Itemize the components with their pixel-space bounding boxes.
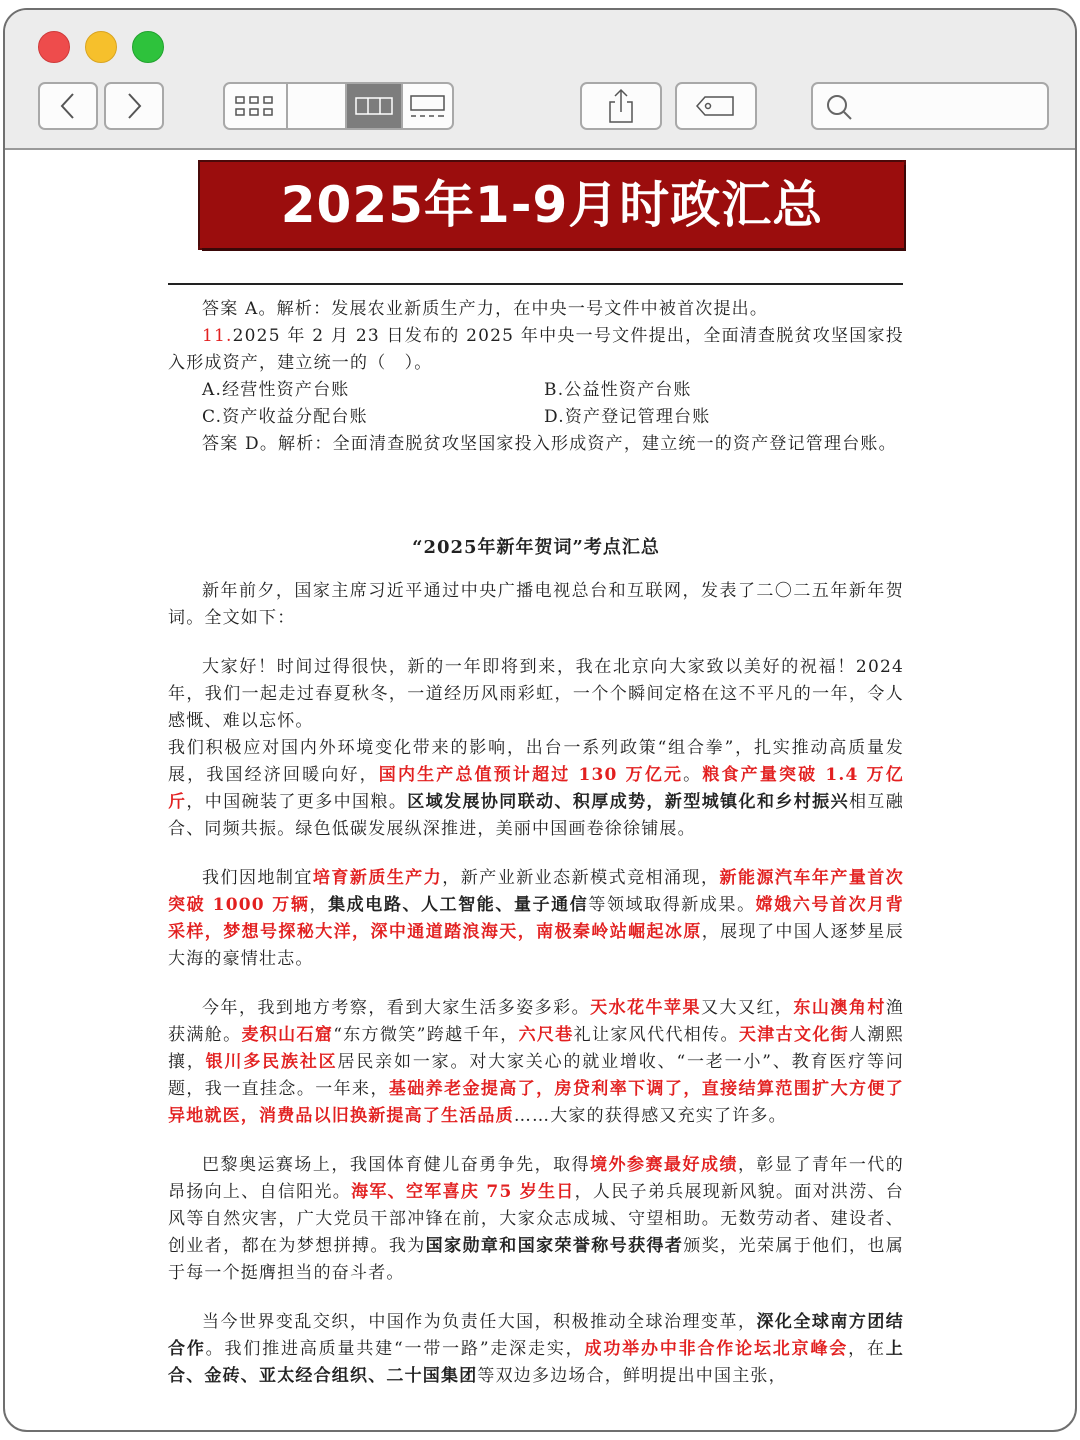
- grid-view-button[interactable]: [225, 84, 288, 128]
- back-button[interactable]: [38, 82, 98, 130]
- question-number: 11.: [202, 326, 233, 346]
- view-mode-control: [223, 82, 454, 130]
- quiz-section: [168, 296, 904, 458]
- search-field[interactable]: [811, 82, 1049, 130]
- toolbar: [5, 10, 1075, 150]
- paragraph-3: 我们因地制宜培育新质生产力，新产业新业态新模式竞相涌现，新能源汽车年产量首次突破 1000 万辆，集成电路、人工智能、量子通信等领域取得新成果。嫦娥六号首次月背采样，梦想号探秘大洋，深中通道踏浪海天，南极秦岭站崛起冰原，展现了中国人逐梦星辰大海的豪情壮志。: [168, 868, 905, 969]
- browser-window: [3, 8, 1077, 1432]
- question-11: [168, 323, 904, 377]
- share-button[interactable]: [580, 82, 662, 130]
- close-window-button[interactable]: [38, 31, 70, 63]
- paragraph-6: 当今世界变乱交织，中国作为负责任大国，积极推动全球治理变革，深化全球南方团结合作。我们推进高质量共建“一带一路”走深走实，成功举办中非合作论坛北京峰会，在上合、金砖、亚太经合组织、二十国集团等双边多边场合，鲜明提出中国主张，: [168, 1312, 905, 1386]
- banner-title: 2025年1-9月时政汇总: [280, 176, 824, 234]
- paragraph-2: 我们积极应对国内外环境变化带来的影响，出台一系列政策“组合拳”，扎实推动高质量发展，我国经济回暖向好，国内生产总值预计超过 130 万亿元。粮食产量突破 1.4 万亿斤，中国碗装了更多中国粮。区域发展协同联动、积厚成势，新型城镇化和乡村振兴相互融合、同频共振。绿色低碳发展纵深推进，美丽中国画卷徐徐铺展。: [168, 738, 905, 839]
- divider: [168, 283, 903, 285]
- gallery-view-button[interactable]: [403, 84, 452, 128]
- forward-button[interactable]: [104, 82, 164, 130]
- list-view-button[interactable]: [288, 84, 347, 128]
- previous-answer: 答案 A。解析：发展农业新质生产力，在中央一号文件中被首次提出。: [202, 299, 769, 319]
- options-row-2: [168, 404, 904, 431]
- chevron-left-icon: [40, 84, 96, 128]
- column-view-button[interactable]: [347, 84, 403, 128]
- tag-button[interactable]: [675, 82, 757, 130]
- paragraph-4: 今年，我到地方考察，看到大家生活多姿多彩。天水花牛苹果又大又红，东山澳角村渔获满舱。麦积山石窟“东方微笑”跨越千年，六尺巷礼让家风代代相传。天津古文化街人潮熙攘，银川多民族社区居民亲如一家。对大家关心的就业增收、“一老一小”、教育医疗等问题，我一直挂念。一年来，基础养老金提高了，房贷利率下调了，直接结算范围扩大方便了异地就医，消费品以旧换新提高了生活品质……大家的获得感又充实了许多。: [168, 998, 905, 1126]
- grid-icon: [225, 84, 286, 128]
- columns-icon: [347, 84, 401, 128]
- tag-icon: [677, 84, 755, 128]
- options-row-1: [168, 377, 904, 404]
- section-heading: [168, 516, 904, 579]
- search-icon: [813, 84, 857, 128]
- section-title: “2025年新年贺词”考点汇总: [412, 537, 660, 558]
- answer: 答案 D。解析：全面清查脱贫攻坚国家投入形成资产，建立统一的资产登记管理台账。: [202, 434, 897, 454]
- paragraph-5: 巴黎奥运赛场上，我国体育健儿奋勇争先，取得境外参赛最好成绩，彰显了青年一代的昂扬向上、自信阳光。海军、空军喜庆 75 岁生日，人民子弟兵展现新风貌。面对洪涝、台风等自然灾害，广大党员干部冲锋在前，大家众志成城、守望相助。无数劳动者、建设者、创业者，都在为梦想拼搏。我为国家勋章和国家荣誉称号获得者颁奖，光荣属于他们，也属于每一个挺膺担当的奋斗者。: [168, 1155, 905, 1283]
- speech-body: [168, 578, 904, 1390]
- option-c: C.资产收益分配台账: [202, 407, 368, 427]
- gallery-icon: [403, 84, 452, 128]
- maximize-window-button[interactable]: [132, 31, 164, 63]
- title-banner: [200, 162, 904, 248]
- paragraph-1: 大家好！时间过得很快，新的一年即将到来，我在北京向大家致以美好的祝福！2024 年，我们一起走过春夏秋冬，一道经历风雨彩虹，一个个瞬间定格在这不平凡的一年，令人感慨、难以忘怀。: [168, 657, 904, 731]
- option-a: A.经营性资产台账: [202, 380, 350, 400]
- option-b: B.公益性资产台账: [544, 380, 692, 400]
- document-page: [5, 150, 1075, 1432]
- share-icon: [582, 84, 660, 128]
- minimize-window-button[interactable]: [85, 31, 117, 63]
- intro-paragraph: 新年前夕，国家主席习近平通过中央广播电视总台和互联网，发表了二〇二五年新年贺词。全文如下：: [168, 581, 904, 628]
- option-d: D.资产登记管理台账: [544, 407, 711, 427]
- question-text: 2025 年 2 月 23 日发布的 2025 年中央一号文件提出，全面清查脱贫攻坚国家投入形成资产，建立统一的（ ）。: [168, 326, 904, 373]
- chevron-right-icon: [106, 84, 162, 128]
